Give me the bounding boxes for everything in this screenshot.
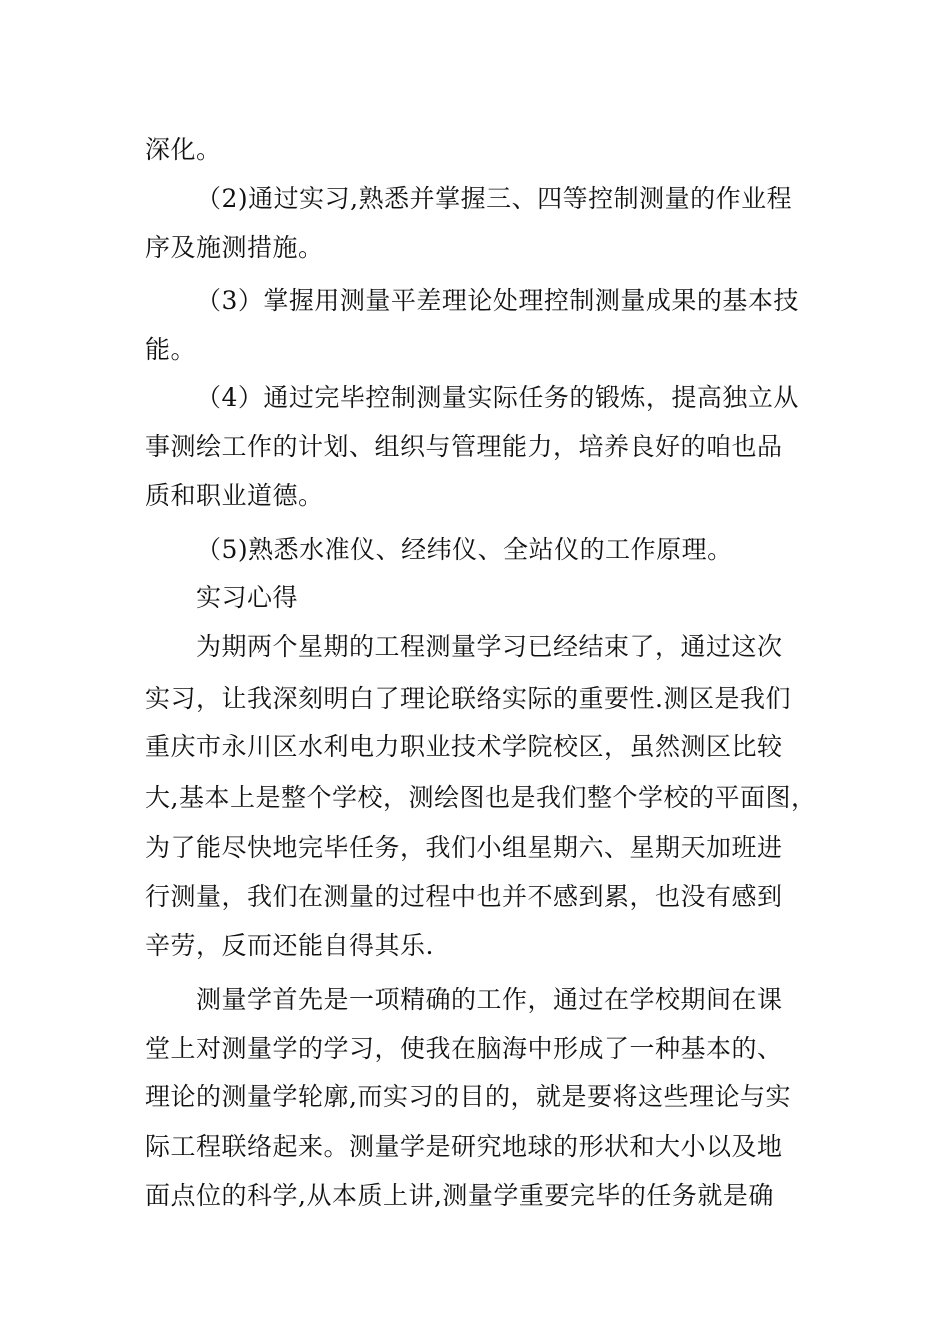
text-line: 重庆市永川区水利电力职业技术学院校区，虽然测区比较	[145, 732, 783, 761]
text-line: 序及施测措施。	[145, 233, 324, 262]
text-line: （2)通过实习,熟悉并掌握三、四等控制测量的作业程	[196, 184, 793, 213]
text-line: 事测绘工作的计划、组织与管理能力，培养良好的咱也品	[145, 432, 783, 461]
text-line: 面点位的科学,从本质上讲,测量学重要完毕的任务就是确	[145, 1181, 774, 1210]
text-line: （5)熟悉水准仪、经纬仪、全站仪的工作原理。	[196, 535, 733, 564]
text-line: 辛劳，反而还能自得其乐.	[145, 931, 434, 960]
section-heading: 实习心得	[196, 583, 299, 612]
text-line: 实习，让我深刻明白了理论联络实际的重要性.测区是我们	[145, 684, 791, 713]
text-line: （3）掌握用测量平差理论处理控制测量成果的基本技	[196, 286, 799, 315]
text-line: 深化。	[145, 135, 222, 164]
text-line: 测量学首先是一项精确的工作，通过在学校期间在课	[196, 985, 783, 1014]
text-line: 质和职业道德。	[145, 481, 324, 510]
text-line: 大,基本上是整个学校，测绘图也是我们整个学校的平面图，	[145, 783, 817, 812]
text-line: 际工程联络起来。测量学是研究地球的形状和大小以及地	[145, 1132, 783, 1161]
text-line: 理论的测量学轮廓,而实习的目的，就是要将这些理论与实	[145, 1082, 791, 1111]
text-line: 为了能尽快地完毕任务，我们小组星期六、星期天加班进	[145, 833, 783, 862]
text-line: 堂上对测量学的学习，使我在脑海中形成了一种基本的、	[145, 1034, 783, 1063]
text-line: （4）通过完毕控制测量实际任务的锻炼，提高独立从	[196, 383, 799, 412]
text-line: 能。	[145, 335, 197, 364]
text-line: 行测量，我们在测量的过程中也并不感到累，也没有感到	[145, 882, 783, 911]
text-line: 为期两个星期的工程测量学习已经结束了，通过这次	[196, 632, 783, 661]
